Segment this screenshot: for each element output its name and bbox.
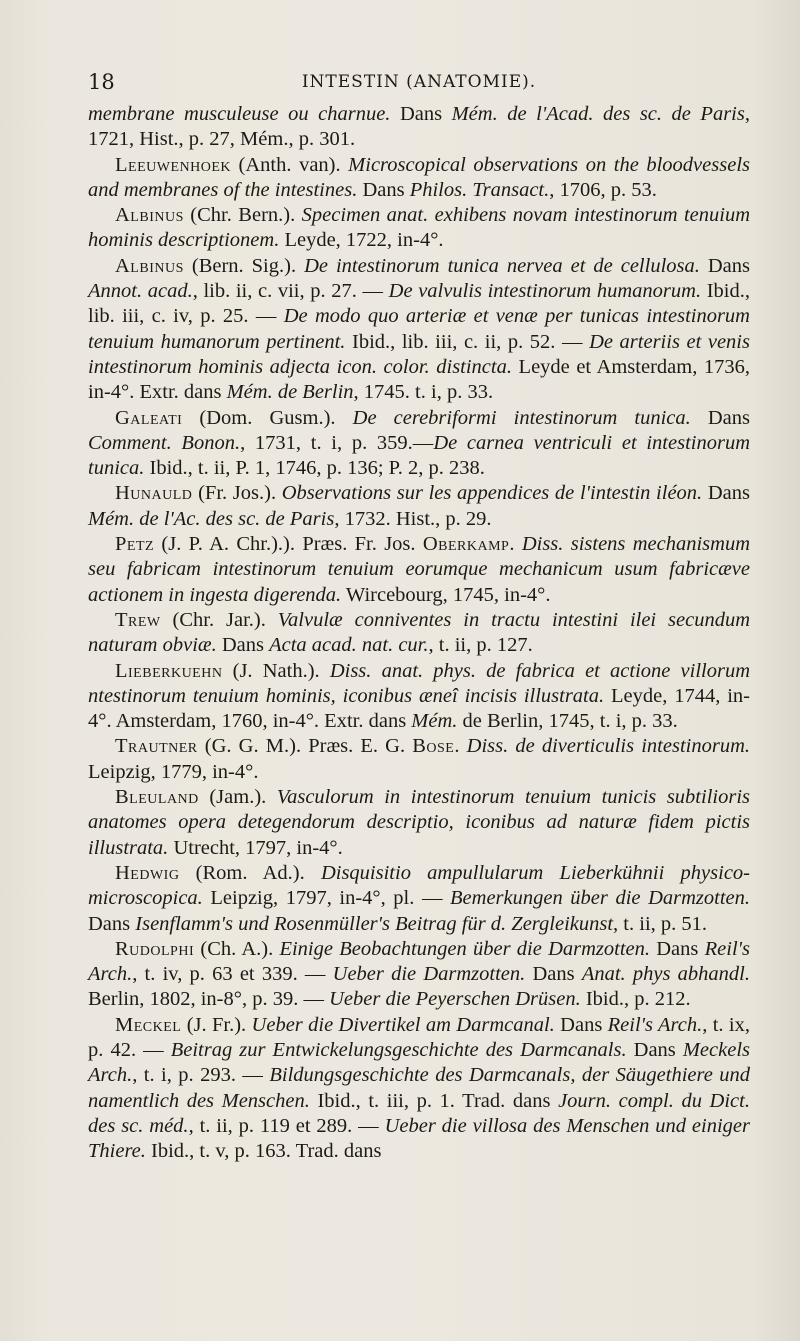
citation-text: (J. P. A. Chr.).). Præs. Fr. Jos. [154,533,423,556]
author-name: Albinus [115,204,184,227]
citation-text: Berlin, 1802, in-8°, p. 39. — [88,988,330,1011]
citation-text: , t. i, p. 293. — [132,1064,270,1087]
citation-text: Dans [525,963,582,986]
citation-text: Ibid., lib. iii, c. ii, p. 52. — [345,330,590,353]
citation-text: , lib. ii, c. vii, p. 27. — [192,280,389,303]
bibliography-entry [88,1013,750,1165]
bibliography-entry [88,937,750,1013]
citation-text: Leyde, 1744, in-4°. Amsterdam, 1760, in-4°. Extr. dans [88,684,750,733]
title-text: Valvulæ conniventes in tractu intestini ilei secundum naturam obviæ. [88,608,751,657]
title-text: Annot. acad. [88,280,193,303]
citation-text: (Jam.). [198,786,277,809]
title-text: De intestinorum tunica nervea et de cellulosa. [304,254,700,277]
bibliography-entry [88,153,750,204]
page-header [88,70,750,104]
citation-text: Ibid., p. 212. [580,988,691,1011]
citation-text: , 1721, Hist., p. 27, Mém., p. 301. [88,103,750,151]
author-name: Hedwig [115,861,180,884]
citation-text: (Anth. van). [231,153,349,176]
citation-text: , t. ix, p. 42. — [88,1013,750,1061]
bibliography-entry [88,608,750,659]
citation-text: Ibid., t. v, p. 163. Trad. dans [145,1140,382,1163]
citation-text: (Chr. Bern.). [183,204,302,227]
bibliography-entry [88,861,750,937]
bibliography-entry [88,406,750,482]
bibliography-entry [88,785,750,861]
title-text: Diss. de diverticulis intestinorum. [466,735,751,758]
citation-text: Leyde, 1722, in-4°. [279,229,444,252]
author-name: Bleuland [115,786,199,809]
author-name: Oberkamp [422,533,510,556]
citation-text: Leipzig, 1779, in-4°. [88,760,259,783]
citation-text: Leipzig, 1797, in-4°, pl. — [202,887,451,910]
title-text: Journ. compl. du Dict. des sc. méd. [88,1089,750,1137]
citation-text: . [454,735,467,758]
bibliography-entry [88,102,750,153]
citation-text: Dans [554,1013,608,1036]
body-text [88,102,750,1164]
title-text: Bemerkungen über die Darmzotten. [450,887,750,910]
title-text: Observations sur les appendices de l'intestin iléon. [281,482,703,505]
title-text: Vasculorum in intestinorum tenuium tunicis subtilioris anatomes opera detegendorum descriptio, iconibus ad naturæ fidem pictis illustrata. [88,786,750,859]
citation-text: , t. ii, p. 127. [428,634,533,657]
title-text: Comment. Bonon. [88,431,241,454]
citation-text: de Berlin, 1745, t. i, p. 33. [457,710,678,733]
citation-text: , 1732. Hist., p. 29. [334,507,492,530]
bibliography-entry [88,734,750,785]
citation-text: Dans [216,634,270,657]
title-text: Ueber die Peyerschen Drüsen. [329,988,581,1011]
citation-text: (Dom. Gusm.). [182,406,353,429]
title-text: De modo quo arteriæ et venæ per tunicas intestinorum tenuium humanorum pertinent. [88,305,750,353]
citation-text: (J. Nath.). [222,659,330,682]
citation-text: . [509,533,522,556]
citation-text: (J. Fr.). [181,1013,252,1036]
title-text: Ueber die Divertikel am Darmcanal. [251,1013,555,1036]
citation-text: Leyde et Amsterdam, 1736, in-4°. Extr. dans [88,355,750,404]
title-text: Reil's Arch. [607,1013,703,1036]
bibliography-entry [88,203,750,254]
title-text: Mém. de l'Ac. des sc. de Paris [88,507,335,530]
author-name: Rudolphi [115,937,195,960]
title-text: Anat. phys abhandl. [581,963,750,986]
title-text: Isenflamm's und Rosenmüller's Beitrag für d. Zergleikunst [135,912,614,935]
citation-text: Dans [702,482,750,505]
author-name: Albinus [115,254,184,277]
citation-text: Dans [88,912,136,935]
citation-text: (G. G. M.). Præs. E. G. [197,735,413,758]
citation-text: Dans [357,178,410,201]
citation-text: Utrecht, 1797, in-4°. [168,836,343,859]
bibliography-entry [88,659,750,735]
citation-text: (Ch. A.). [194,937,280,960]
title-text: De valvulis intestinorum humanorum. [388,280,702,303]
citation-text: (Bern. Sig.). [183,254,305,277]
bibliography-entry [88,532,750,608]
citation-text: (Chr. Jar.). [160,608,278,631]
title-text: membrane musculeuse ou charnue. [88,103,391,125]
citation-text: Dans [690,406,750,429]
title-text: Mém. [411,710,458,733]
title-text: Bildungsgeschichte des Darmcanals, der Säugethiere und namentlich des Menschen. [88,1064,750,1112]
citation-text: (Rom. Ad.). [179,861,321,884]
title-text: Diss. anat. phys. de fabrica et actione villorum ntestinorum tenuium hominis, iconibus æneî incisis illustrata. [88,659,750,707]
title-text: Acta acad. nat. cur. [269,634,429,657]
title-text: Beitrag zur Entwickelungsgeschichte des Darmcanals. [170,1038,627,1061]
citation-text: , 1706, p. 53. [549,178,657,201]
citation-text: Ibid., lib. iii, c. iv, p. 25. — [88,280,750,328]
title-text: Microscopical observations on the bloodvessels and membranes of the intestines. [88,153,750,201]
title-text: Mém. de l'Acad. des sc. de Paris [451,103,745,125]
title-text: De cerebriformi intestinorum tunica. [352,406,691,429]
author-name: Hunauld [115,482,193,505]
citation-text: , t. ii, p. 51. [613,912,708,935]
title-text: Philos. Transact. [409,178,550,201]
author-name: Galeati [115,406,183,429]
title-text: De carnea ventriculi et intestinorum tunica. [88,431,750,480]
citation-text: Dans [699,254,750,277]
bibliography-entry [88,254,750,406]
author-name: Meckel [115,1013,182,1036]
title-text: De arteriis et venis intestinorum hominis adjecta icon. color. distincta. [88,330,750,378]
citation-text: , t. iv, p. 63 et 339. — [132,963,333,986]
title-text: Disquisitio ampullularum Lieberkühnii physico-microscopica. [88,861,750,910]
citation-text: Ibid., t. ii, P. 1, 1746, p. 136; P. 2, p. 238. [144,457,485,480]
citation-text: , 1745. t. i, p. 33. [353,381,494,404]
title-text: Meckels Arch. [88,1038,751,1087]
author-name: Lieberkuehn [115,659,223,682]
citation-text: , 1731, t. i, p. 359.— [240,431,434,454]
title-text: Einige Beobachtungen über die Darmzotten. [279,937,651,960]
citation-text: , t. ii, p. 119 et 289. — [188,1114,385,1137]
title-text: Reil's Arch. [88,937,751,986]
title-text: Ueber die villosa des Menschen und einiger Thiere. [88,1114,750,1163]
citation-text: Ibid., t. iii, p. 1. Trad. dans [309,1089,559,1112]
author-name: Trew [115,608,161,631]
title-text: Ueber die Darmzotten. [332,963,526,986]
title-text: Mém. de Berlin [226,381,354,404]
author-name: Bose [412,735,455,758]
author-name: Trautner [115,735,198,758]
page-number: 18 [88,70,115,94]
title-text: Diss. sistens mechanismum seu fabricam intestinorum tenuium eorumque mechanicum usum fabricæve actionem in ingesta digerenda. [88,533,751,606]
running-head: INTESTIN (ANATOMIE). [301,72,537,92]
citation-text: (Fr. Jos.). [192,482,282,505]
citation-text: Wircebourg, 1745, in-4°. [341,583,551,606]
citation-text: Dans [626,1038,683,1061]
author-name: Petz [115,533,155,556]
bibliography-entry [88,481,750,532]
citation-text: Dans [650,937,705,960]
citation-text: Dans [390,103,452,125]
title-text: Specimen anat. exhibens novam intestinorum tenuium hominis descriptionem. [88,204,750,252]
author-name: Leeuwenhoek [115,153,231,176]
